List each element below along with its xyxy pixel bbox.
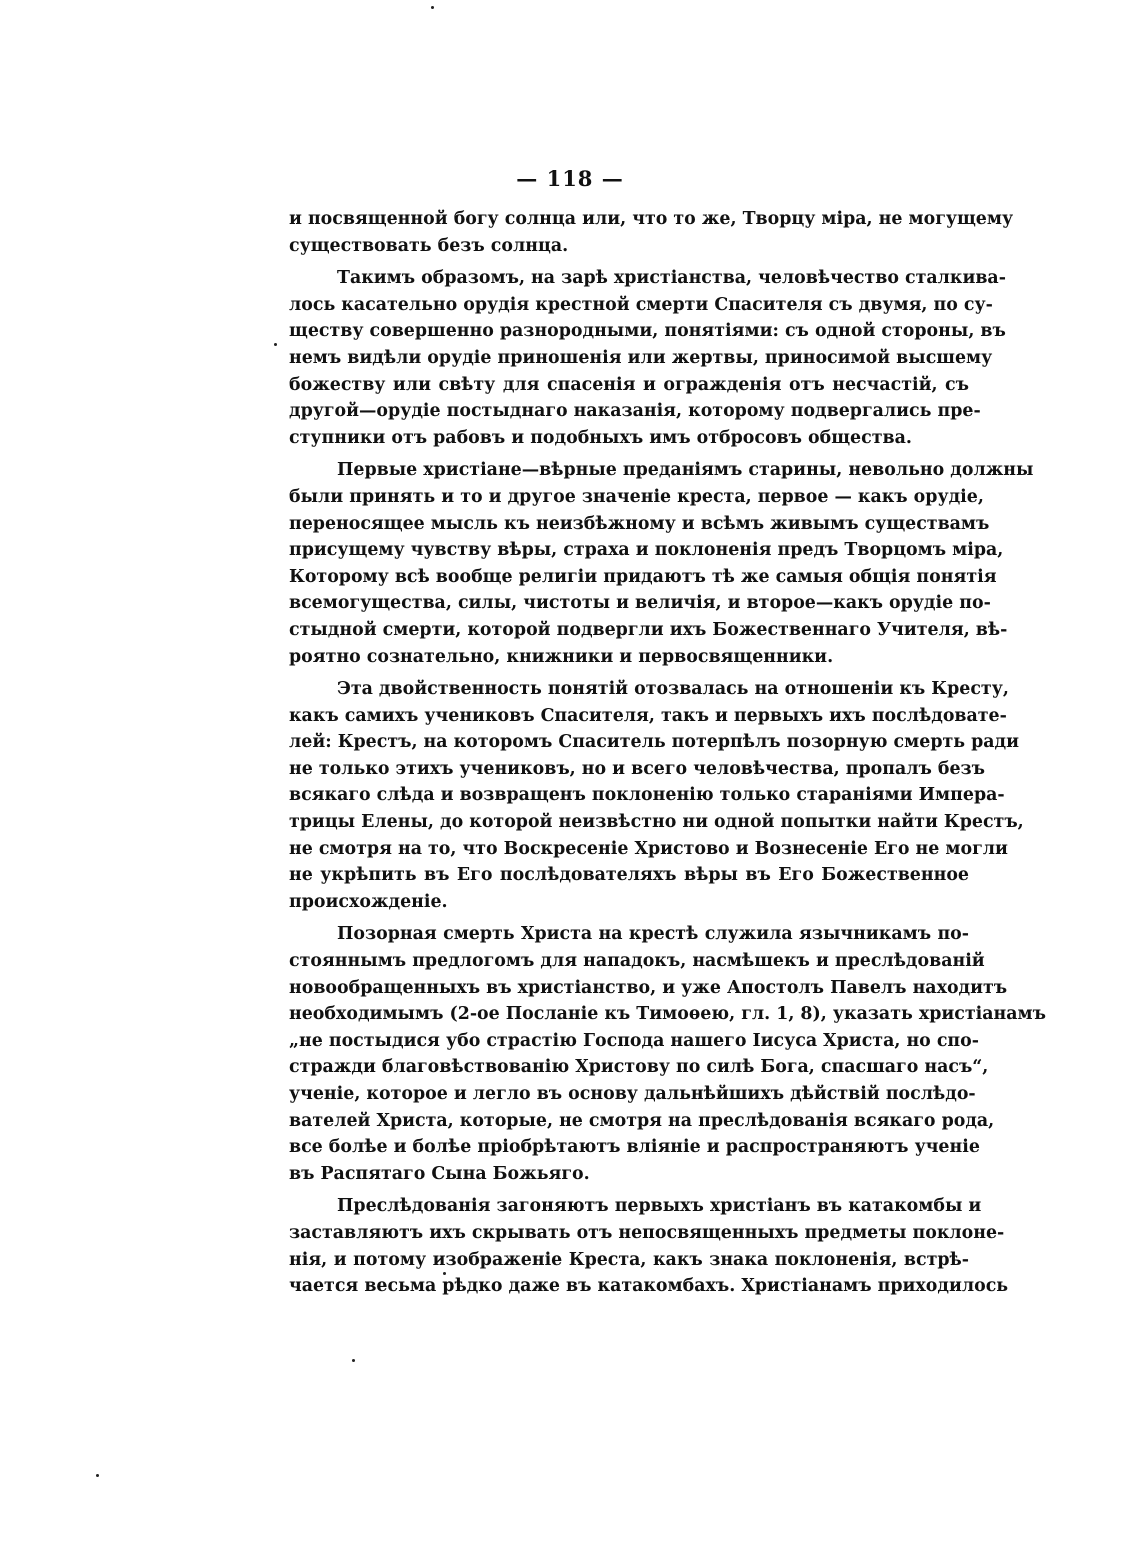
text-line: происхожденіе. [289, 891, 448, 912]
text-line: божеству или свѣту для спасенія и огражденія отъ несчастій, съ [289, 374, 969, 395]
text-line: въ Распятаго Сына Божьяго. [289, 1163, 590, 1184]
text-line: не смотря на то, что Воскресеніе Христово и Вознесеніе Его не могли [289, 838, 1008, 859]
text-line: трицы Елены, до которой неизвѣстно ни одной попытки найти Крестъ, [289, 812, 1024, 833]
text-line: были принять и то и другое значеніе креста, первое — какъ орудіе, [289, 486, 984, 507]
text-line: вателей Христа, которые, не смотря на преслѣдованія всякаго рода, [289, 1110, 995, 1131]
text-line: присущему чувству вѣры, страха и поклоненія предъ Творцомъ міра, [289, 540, 1004, 561]
text-line: не укрѣпить въ Его послѣдователяхъ вѣры въ Его Божественное [289, 865, 969, 886]
text-line: Позорная смерть Христа на крестѣ служила язычникамъ по- [337, 924, 969, 945]
text-line: все болѣе и болѣе пріобрѣтаютъ вліяніе и распространяютъ ученіе [289, 1137, 980, 1158]
scan-speck [431, 6, 434, 9]
text-line: лось касательно орудія крестной смерти Спасителя съ двумя, по су- [289, 294, 993, 315]
text-line: нія, и потому изображеніе Креста, какъ знака поклоненія, встрѣ- [289, 1249, 969, 1270]
text-line: и посвященной богу солнца или, что то же, Творцу міра, не могущему [289, 209, 1014, 229]
text-line: „не постыдися убо страстію Господа нашего Іисуса Христа, но спо- [289, 1030, 979, 1051]
text-line: немъ видѣли орудіе приношенія или жертвы, приносимой высшему [289, 347, 993, 368]
body-text [289, 206, 1046, 1306]
paragraph [289, 457, 1034, 670]
text-line: другой—орудіе постыднаго наказанія, которому подвергались пре- [289, 401, 981, 422]
scan-speck [352, 1359, 355, 1362]
text-line: ученіе, которое и легло въ основу дальнѣйшихъ дѣйствій послѣдо- [289, 1084, 976, 1104]
text-line: существовать безъ солнца. [289, 235, 569, 256]
paragraph [289, 265, 1006, 451]
text-line: заставляютъ ихъ скрывать отъ непосвященныхъ предметы поклоне- [289, 1222, 1005, 1243]
scan-speck [274, 343, 277, 346]
text-line: стыдной смерти, которой подвергли ихъ Божественнаго Учителя, вѣ- [289, 619, 1008, 640]
text-line: ществу совершенно разнородными, понятіями: съ одной стороны, въ [289, 321, 1006, 342]
text-line: Первые христіане—вѣрные преданіямъ старины, невольно должны [337, 460, 1034, 481]
text-line: Преслѣдованія загоняютъ первыхъ христіанъ въ катакомбы и [337, 1196, 982, 1217]
text-line: не только этихъ учениковъ, но и всего человѣчества, пропалъ безъ [289, 758, 985, 779]
text-line: роятно сознательно, книжники и первосвященники. [289, 646, 834, 667]
text-line: лей: Крестъ, на которомъ Спаситель потерпѣлъ позорную смерть ради [289, 732, 1020, 753]
paragraph [289, 921, 1046, 1187]
paragraph [289, 206, 1014, 259]
page-number: — 118 — [516, 166, 624, 191]
text-line: чается весьма рѣдко даже въ катакомбахъ. Христіанамъ приходилось [289, 1276, 1009, 1297]
paragraph [289, 1193, 1009, 1299]
text-line: Такимъ образомъ, на зарѣ христіанства, человѣчество сталкива- [337, 268, 1006, 289]
text-line: стражди благовѣствованію Христову по силѣ Бога, спасшаго насъ“, [289, 1057, 989, 1078]
text-line: Которому всѣ вообще религіи придаютъ тѣ же самыя общія понятія [289, 566, 997, 587]
text-line: новообращенныхъ въ христіанство, и уже Апостолъ Павелъ находитъ [289, 977, 1008, 998]
scan-speck [96, 1474, 99, 1477]
text-line: стояннымъ предлогомъ для нападокъ, насмѣшекъ и преслѣдованій [289, 951, 985, 972]
text-line: Эта двойственность понятій отозвалась на отношеніи къ Кресту, [337, 679, 1009, 700]
paragraph [289, 676, 1024, 915]
text-line: необходимымъ (2-ое Посланіе къ Тимоѳею, гл. 1, 8), указать христіанамъ [289, 1004, 1046, 1025]
text-line: какъ самихъ учениковъ Спасителя, такъ и первыхъ ихъ послѣдовате- [289, 705, 1007, 726]
text-line: всякаго слѣда и возвращенъ поклоненію только стараніями Импера- [289, 785, 1005, 806]
scan-speck [443, 1272, 446, 1275]
text-line: ступники отъ рабовъ и подобныхъ имъ отбросовъ общества. [289, 427, 912, 448]
text-line: переносящее мысль къ неизбѣжному и всѣмъ живымъ существамъ [289, 513, 990, 534]
text-line: всемогущества, силы, чистоты и величія, и второе—какъ орудіе по- [289, 593, 991, 614]
